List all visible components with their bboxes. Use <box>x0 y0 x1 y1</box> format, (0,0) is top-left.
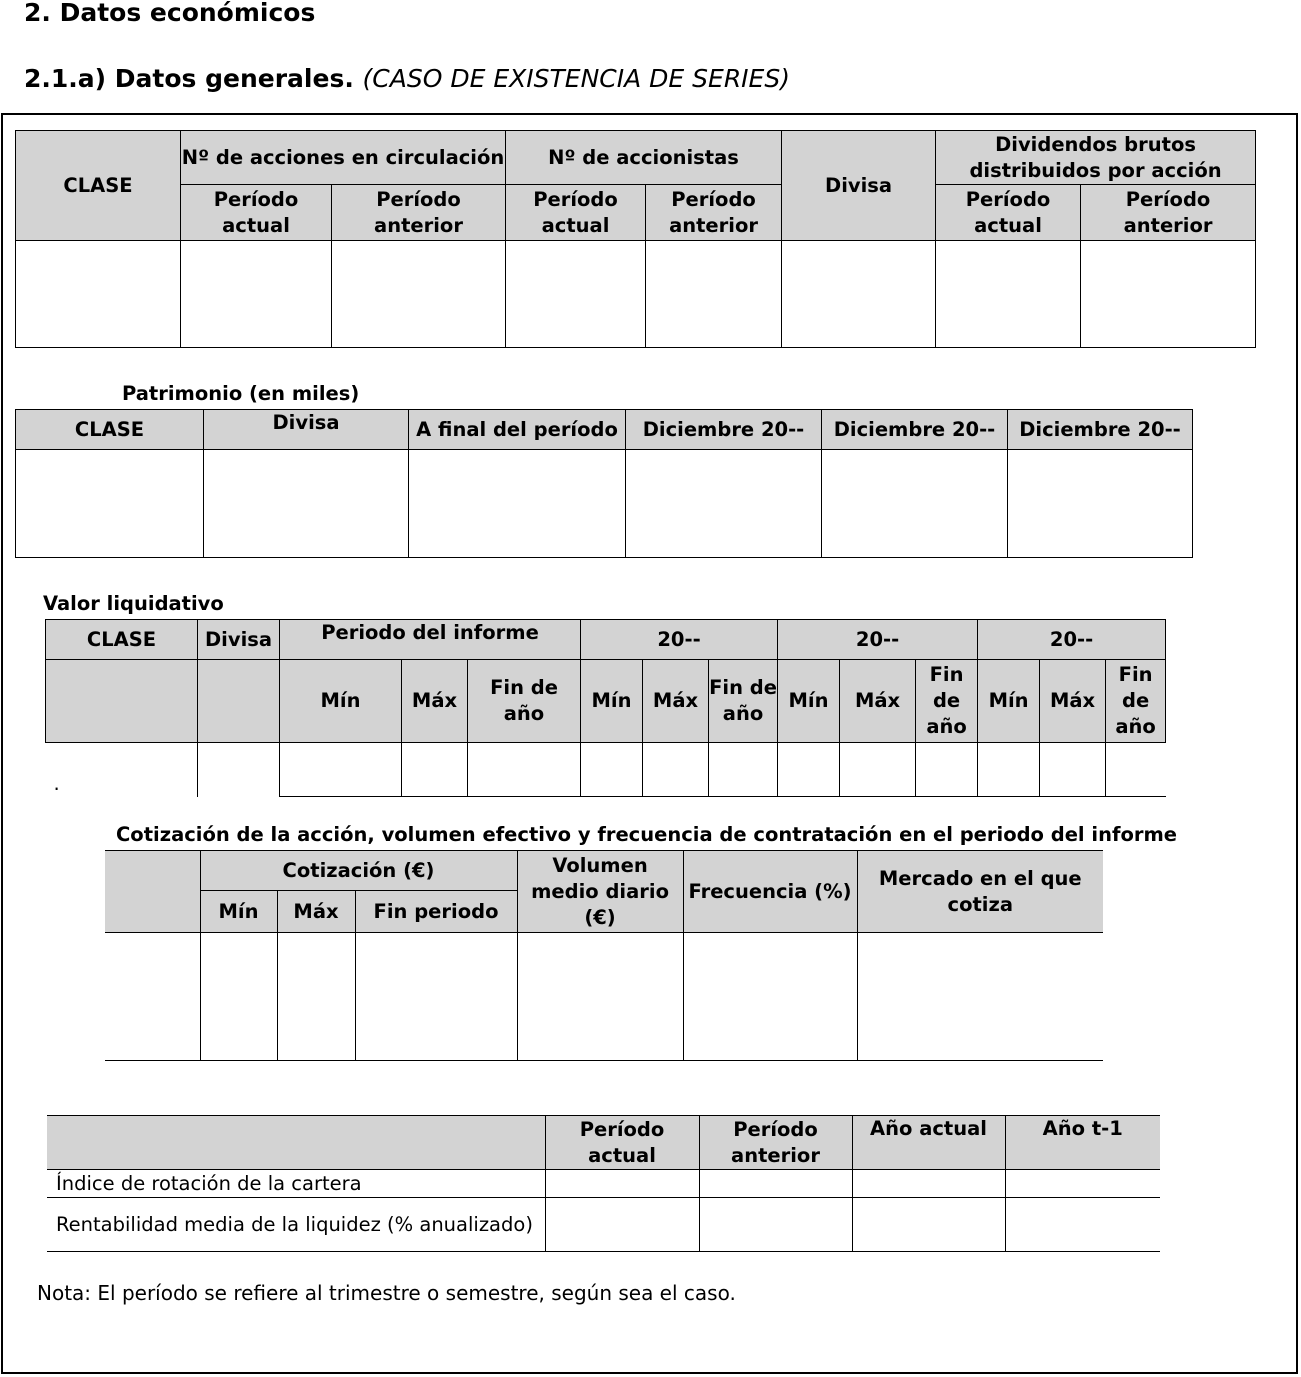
indices-table <box>47 1115 1160 1252</box>
cell-clase[interactable] <box>105 933 200 1061</box>
table-row <box>16 241 1256 348</box>
subsection-heading: 2.1.a) Datos generales. <box>24 64 354 93</box>
cell-accionistas-actual[interactable] <box>506 241 646 348</box>
header-ano-actual: Año actual <box>852 1116 1005 1170</box>
header-blank-divisa <box>198 660 280 743</box>
general-data-table <box>15 130 1256 348</box>
cell-divisa[interactable] <box>782 241 936 348</box>
dot-mark: . <box>53 771 60 795</box>
valor-liquidativo-table <box>45 619 1166 797</box>
header-divisa: Divisa <box>198 620 280 660</box>
cell-fin-periodo[interactable] <box>355 933 517 1061</box>
cell-mercado[interactable] <box>857 933 1103 1061</box>
cell-divisa[interactable] <box>198 743 280 797</box>
cell-informe-min[interactable] <box>280 743 402 797</box>
cell-y3-max[interactable] <box>1040 743 1106 797</box>
cell-final[interactable] <box>409 450 626 558</box>
cell-dividendos-actual[interactable] <box>936 241 1081 348</box>
cell-frecuencia[interactable] <box>683 933 857 1061</box>
header-accionistas-periodo-actual: Período actual <box>506 185 646 241</box>
cell-rentabilidad-periodo-anterior[interactable] <box>699 1198 852 1252</box>
header-diciembre-2: Diciembre 20-- <box>822 410 1008 450</box>
table-row <box>46 743 1166 797</box>
table-row <box>105 933 1103 1061</box>
header-y1-fin: Fin de año <box>709 660 778 743</box>
header-y3-max: Máx <box>1040 660 1106 743</box>
cell-rotacion-periodo-anterior[interactable] <box>699 1170 852 1198</box>
cell-acciones-anterior[interactable] <box>332 241 506 348</box>
header-dividendos: Dividendos brutos distribuidos por acción <box>936 131 1256 185</box>
row-label-rotacion: Índice de rotación de la cartera <box>47 1170 545 1198</box>
header-year-1: 20-- <box>581 620 778 660</box>
header-periodo-anterior: Período anterior <box>699 1116 852 1170</box>
header-clase: CLASE <box>16 131 181 241</box>
header-acciones-circulacion: Nº de acciones en circulación <box>181 131 506 185</box>
header-max: Máx <box>277 891 355 933</box>
cell-clase[interactable] <box>46 743 198 797</box>
header-accionistas-periodo-anterior: Período anterior <box>646 185 782 241</box>
cell-clase[interactable] <box>16 450 204 558</box>
header-divisa: Divisa <box>782 131 936 241</box>
header-informe-max: Máx <box>402 660 468 743</box>
header-diciembre-1: Diciembre 20-- <box>626 410 822 450</box>
cell-divisa[interactable] <box>204 450 409 558</box>
cell-y1-max[interactable] <box>643 743 709 797</box>
cell-accionistas-anterior[interactable] <box>646 241 782 348</box>
cell-y3-fin[interactable] <box>1106 743 1166 797</box>
header-dividendos-periodo-actual: Período actual <box>936 185 1081 241</box>
header-divisa: Divisa <box>204 410 409 450</box>
cell-rentabilidad-ano-actual[interactable] <box>852 1198 1005 1252</box>
cell-rotacion-periodo-actual[interactable] <box>545 1170 699 1198</box>
header-y2-fin: Fin de año <box>916 660 978 743</box>
cell-rotacion-ano-actual[interactable] <box>852 1170 1005 1198</box>
header-cotizacion: Cotización (€) <box>200 851 517 891</box>
header-dividendos-periodo-anterior: Período anterior <box>1081 185 1256 241</box>
nota: Nota: El período se refiere al trimestre o semestre, según sea el caso. <box>37 1281 736 1305</box>
cell-acciones-actual[interactable] <box>181 241 332 348</box>
cell-max[interactable] <box>277 933 355 1061</box>
cell-diciembre-2[interactable] <box>822 450 1008 558</box>
header-blank <box>105 851 200 933</box>
row-label-rentabilidad: Rentabilidad media de la liquidez (% anualizado) <box>47 1198 545 1252</box>
subsection-title <box>24 64 790 93</box>
header-y1-max: Máx <box>643 660 709 743</box>
cell-dividendos-anterior[interactable] <box>1081 241 1256 348</box>
cell-y1-min[interactable] <box>581 743 643 797</box>
header-year-2: 20-- <box>778 620 978 660</box>
header-ano-t1: Año t-1 <box>1005 1116 1160 1170</box>
header-periodo-actual: Período actual <box>545 1116 699 1170</box>
header-acciones-periodo-anterior: Período anterior <box>332 185 506 241</box>
subsection-note: (CASO DE EXISTENCIA DE SERIES) <box>362 64 790 93</box>
header-fin-periodo: Fin periodo <box>355 891 517 933</box>
header-y2-min: Mín <box>778 660 840 743</box>
table-row <box>16 450 1193 558</box>
section-title: 2. Datos económicos <box>24 0 316 27</box>
header-volumen: Volumen medio diario (€) <box>517 851 683 933</box>
table-row <box>47 1170 1160 1198</box>
cell-rentabilidad-ano-t1[interactable] <box>1005 1198 1160 1252</box>
header-blank <box>47 1116 545 1170</box>
header-y3-min: Mín <box>978 660 1040 743</box>
header-informe-fin: Fin de año <box>468 660 581 743</box>
cotizacion-label: Cotización de la acción, volumen efectivo y frecuencia de contratación en el periodo del informe <box>116 823 1178 846</box>
cell-rentabilidad-periodo-actual[interactable] <box>545 1198 699 1252</box>
header-clase: CLASE <box>16 410 204 450</box>
header-final-periodo: A final del período <box>409 410 626 450</box>
header-frecuencia: Frecuencia (%) <box>683 851 857 933</box>
cell-volumen[interactable] <box>517 933 683 1061</box>
header-informe-min: Mín <box>280 660 402 743</box>
patrimonio-label: Patrimonio (en miles) <box>122 382 360 405</box>
cell-y2-fin[interactable] <box>916 743 978 797</box>
header-acciones-periodo-actual: Período actual <box>181 185 332 241</box>
header-periodo-informe: Periodo del informe <box>280 620 581 660</box>
cell-y1-fin[interactable] <box>709 743 778 797</box>
patrimonio-table <box>15 409 1193 558</box>
cotizacion-table <box>105 850 1103 1061</box>
table-row <box>47 1198 1160 1252</box>
header-accionistas: Nº de accionistas <box>506 131 782 185</box>
cell-clase[interactable] <box>16 241 181 348</box>
cell-y2-max[interactable] <box>840 743 916 797</box>
cell-diciembre-3[interactable] <box>1008 450 1193 558</box>
header-year-3: 20-- <box>978 620 1166 660</box>
header-mercado: Mercado en el que cotiza <box>857 851 1103 933</box>
cell-rotacion-ano-t1[interactable] <box>1005 1170 1160 1198</box>
header-min: Mín <box>200 891 277 933</box>
cell-informe-max[interactable] <box>402 743 468 797</box>
valor-liquidativo-label: Valor liquidativo <box>43 592 224 615</box>
header-blank-clase <box>46 660 198 743</box>
cell-informe-fin[interactable] <box>468 743 581 797</box>
cell-diciembre-1[interactable] <box>626 450 822 558</box>
cell-y2-min[interactable] <box>778 743 840 797</box>
header-diciembre-3: Diciembre 20-- <box>1008 410 1193 450</box>
header-y2-max: Máx <box>840 660 916 743</box>
cell-min[interactable] <box>200 933 277 1061</box>
cell-y3-min[interactable] <box>978 743 1040 797</box>
header-y3-fin: Fin de año <box>1106 660 1166 743</box>
header-clase: CLASE <box>46 620 198 660</box>
header-y1-min: Mín <box>581 660 643 743</box>
